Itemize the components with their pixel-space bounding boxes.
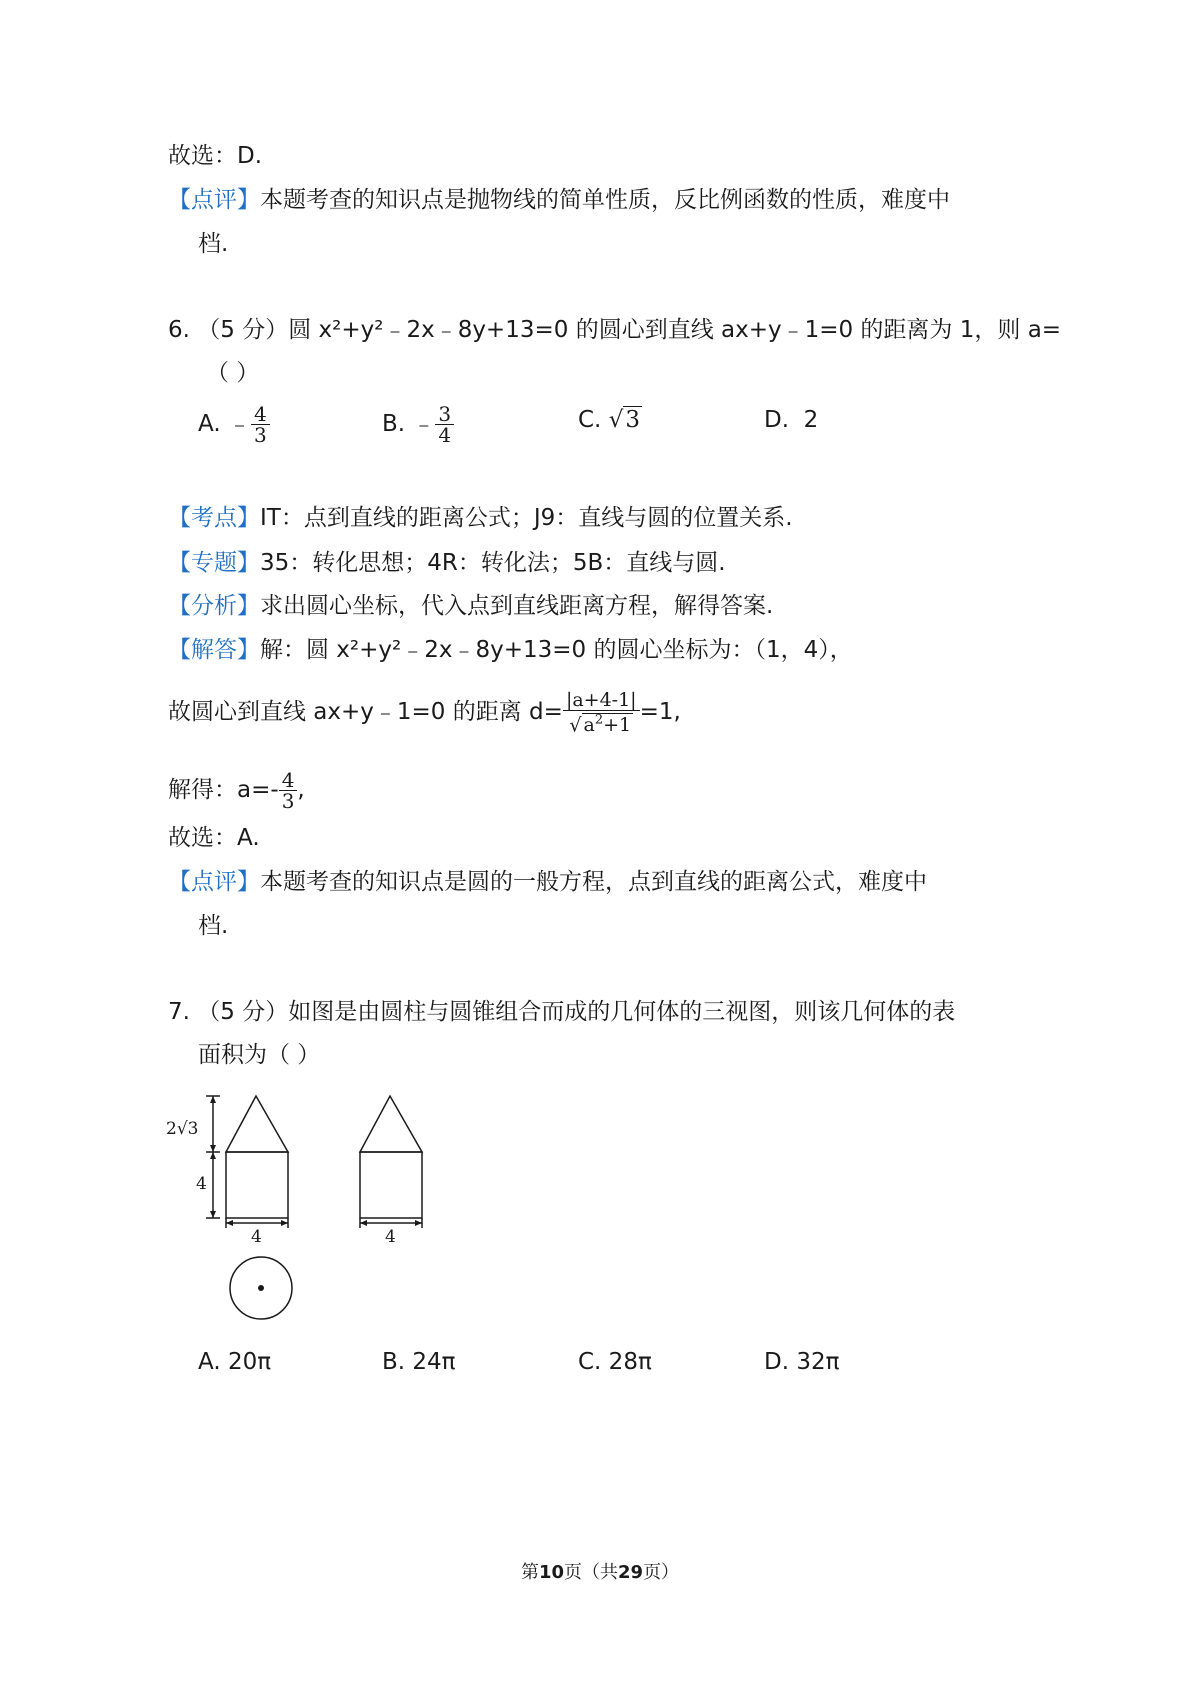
side-view-cylinder <box>360 1152 422 1218</box>
q6-solve-prefix: 解得：a= <box>168 777 271 803</box>
q6-fenxi-text: 求出圆心坐标，代入点到直线距离方程，解得答案. <box>260 593 774 619</box>
q6-option-c-sqrt: √3 <box>608 407 640 433</box>
q6-distance-den-exp: 2 <box>594 713 604 728</box>
q6-kaodian <box>168 502 793 534</box>
q6-solve-suffix: , <box>297 777 305 803</box>
q6-distance-den: √ $a^2+1$ <box>569 713 632 737</box>
q6-zhuanti <box>168 547 726 579</box>
q7-option-d: D. 32π <box>764 1349 840 1375</box>
q6-answer: 故选：A. <box>168 825 260 851</box>
q6-kaodian-tag: 【考点】 <box>168 505 260 531</box>
q5-comment <box>168 184 950 216</box>
q6-distance-den-tail: +1 <box>603 714 632 737</box>
footer-mid: 页（共 <box>564 1562 618 1583</box>
q6-option-b-den: 4 <box>438 423 452 447</box>
q6-option-b-num: 3 <box>435 404 454 425</box>
front-view-cylinder <box>226 1152 288 1218</box>
q6-option-a-num: 4 <box>251 404 270 425</box>
q5-comment-tag: 【点评】 <box>168 187 260 213</box>
footer-pre: 第 <box>520 1562 539 1583</box>
q6-distance-suffix: =1, <box>639 699 681 726</box>
q6-zhuanti-tag: 【专题】 <box>168 550 260 576</box>
q7-option-a: A. 20π <box>198 1349 272 1375</box>
q6-option-a <box>198 404 270 445</box>
q6-comment-tag: 【点评】 <box>168 869 260 895</box>
q6-option-b-frac <box>435 404 454 445</box>
q5-comment-cont: 档. <box>198 231 229 257</box>
q6-comment-cont: 档. <box>198 913 229 939</box>
footer-total-pages: 29 <box>618 1562 644 1583</box>
q7-stem: 7. （5 分）如图是由圆柱与圆锥组合而成的几何体的三视图，则该几何体的表 <box>168 999 956 1025</box>
label-side-width: 4 <box>385 1227 396 1247</box>
q6-option-b-label: B. <box>382 411 406 437</box>
q6-option-a-sign: ﹣ <box>227 411 251 437</box>
q6-distance-num: |a+4-1| <box>563 690 640 711</box>
side-view-cone <box>360 1096 422 1152</box>
q6-option-b <box>382 404 454 445</box>
label-cone-height: 2√3 <box>166 1119 199 1139</box>
q6-option-d-val: 2 <box>803 407 819 433</box>
q5-comment-text: 本题考查的知识点是抛物线的简单性质，反比例函数的性质，难度中 <box>260 187 950 213</box>
q6-solve-sign: - <box>270 777 279 803</box>
footer-post: 页） <box>643 1562 680 1583</box>
q6-paren: （ ） <box>206 360 260 386</box>
q6-distance <box>168 690 681 735</box>
q6-distance-radicand <box>582 713 634 736</box>
top-view-center-dot <box>258 1285 264 1291</box>
q6-jieda-tag: 【解答】 <box>168 637 260 663</box>
q5-answer: 故选：D. <box>168 143 263 169</box>
q6-stem: 6. （5 分）圆 x²+y²﹣2x﹣8y+13=0 的圆心到直线 ax+y﹣1=0 的距离为 1，则 a= <box>168 317 1062 343</box>
q6-option-a-den: 3 <box>253 423 267 447</box>
q6-option-c <box>578 404 642 436</box>
q6-option-b-sign: ﹣ <box>412 411 436 437</box>
q6-option-d-label: D. <box>764 407 790 433</box>
q7-stem-cont: 面积为（ ） <box>198 1042 321 1068</box>
q6-distance-den-base: a <box>583 714 595 737</box>
q6-jieda <box>168 634 853 666</box>
front-view-cone <box>226 1096 288 1152</box>
label-front-width: 4 <box>251 1227 262 1247</box>
q6-distance-frac <box>563 690 640 735</box>
three-view-figure <box>160 1088 460 1338</box>
q6-option-a-frac <box>251 404 270 445</box>
q6-comment <box>168 866 927 898</box>
q6-solve-num: 4 <box>279 770 298 791</box>
q6-zhuanti-text: 35：转化思想；4R：转化法；5B：直线与圆. <box>260 550 726 576</box>
q6-solve <box>168 770 305 811</box>
q6-solve-frac <box>279 770 298 811</box>
q6-fenxi-tag: 【分析】 <box>168 593 260 619</box>
q6-option-c-rad: 3 <box>625 407 640 433</box>
q6-kaodian-text: IT：点到直线的距离公式；J9：直线与圆的位置关系. <box>260 505 793 531</box>
q6-option-d <box>764 404 818 436</box>
q7-option-c: C. 28π <box>578 1349 652 1375</box>
q6-option-a-label: A. <box>198 411 221 437</box>
q6-option-c-label: C. <box>578 407 602 433</box>
q6-distance-prefix: 故圆心到直线 ax+y﹣1=0 的距离 d= <box>168 699 563 726</box>
q7-option-b: B. 24π <box>382 1349 456 1375</box>
q6-fenxi <box>168 590 773 622</box>
q6-solve-den: 3 <box>281 789 295 813</box>
q6-jieda-text: 解：圆 x²+y²﹣2x﹣8y+13=0 的圆心坐标为：（1，4）， <box>260 637 853 663</box>
footer-page-number: 10 <box>538 1562 564 1583</box>
label-cylinder-height: 4 <box>196 1174 207 1194</box>
q6-comment-text: 本题考查的知识点是圆的一般方程，点到直线的距离公式，难度中 <box>260 869 927 895</box>
page-footer <box>0 1558 1200 1584</box>
